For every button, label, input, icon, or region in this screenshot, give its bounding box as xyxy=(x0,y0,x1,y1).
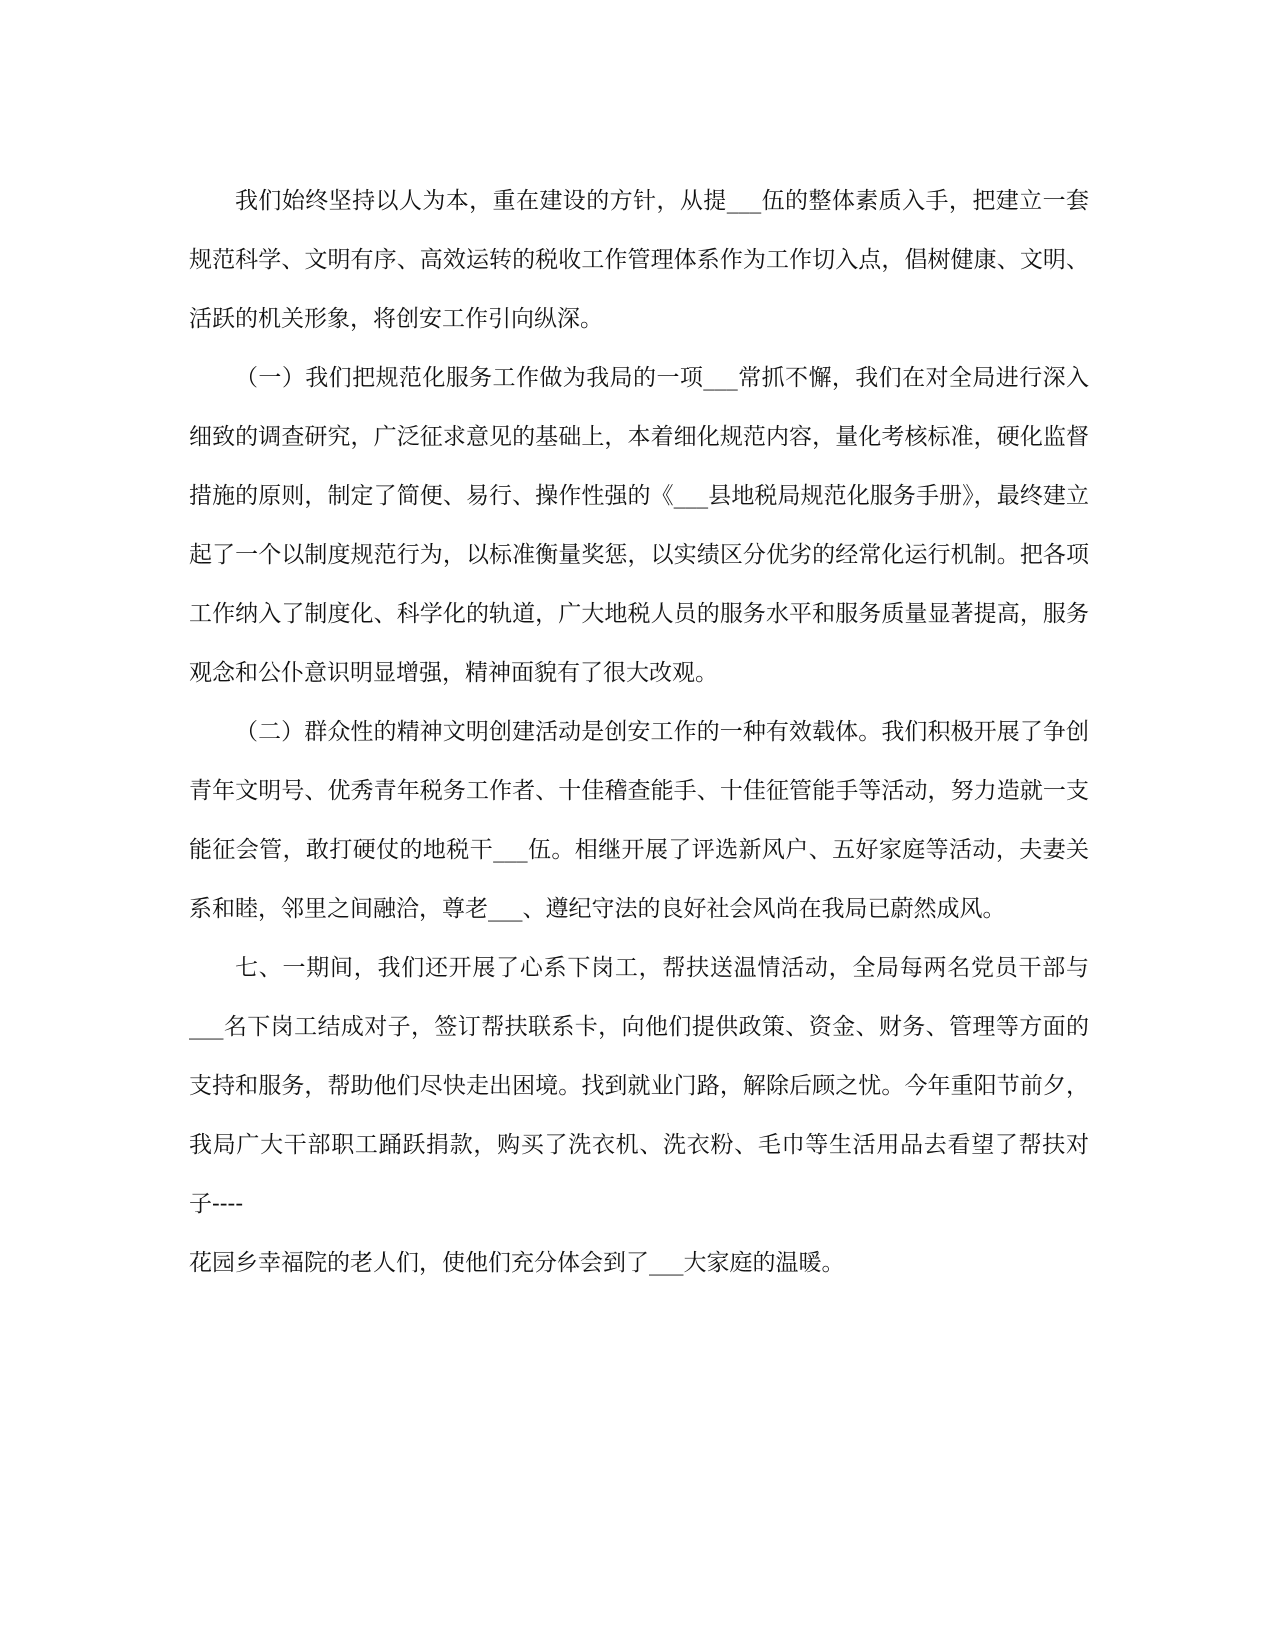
paragraph-july-first: 七、一期间，我们还开展了心系下岗工，帮扶送温情活动，全局每两名党员干部与___名下岗工结成对子，签订帮扶联系卡，向他们提供政策、资金、财务、管理等方面的支持和服务，帮助他们尽快走出困境。找到就业门路，解除后顾之忧。今年重阳节前夕，我局广大干部职工踊跃捐款，购买了洗衣机、洗衣粉、毛巾等生活用品去看望了帮扶对子---- xyxy=(189,955,1089,1217)
paragraph-section-one: （一）我们把规范化服务工作做为我局的一项___常抓不懈，我们在对全局进行深入细致的调查研究，广泛征求意见的基础上，本着细化规范内容，量化考核标准，硬化监督措施的原则，制定了简便、易行、操作性强的《___县地税局规范化服务手册》，最终建立起了一个以制度规范行为，以标准衡量奖惩，以实绩区分优劣的经常化运行机制。把各项工作纳入了制度化、科学化的轨道，广大地税人员的服务水平和服务质量显著提高，服务观念和公仆意识明显增强，精神面貌有了很大改观。 xyxy=(189,365,1089,686)
paragraph-intro: 我们始终坚持以人为本，重在建设的方针，从提___伍的整体素质入手，把建立一套规范科学、文明有序、高效运转的税收工作管理体系作为工作切入点，倡树健康、文明、活跃的机关形象，将创安工作引向纵深。 xyxy=(189,188,1089,332)
paragraph-continuation: 花园乡幸福院的老人们，使他们充分体会到了___大家庭的温暖。 xyxy=(189,1250,845,1276)
document-body xyxy=(189,172,1089,1293)
paragraph-section-two: （二）群众性的精神文明创建活动是创安工作的一种有效载体。我们积极开展了争创青年文明号、优秀青年税务工作者、十佳稽查能手、十佳征管能手等活动，努力造就一支能征会管，敢打硬仗的地税干___伍。相继开展了评选新风户、五好家庭等活动，夫妻关系和睦，邻里之间融洽，尊老___、遵纪守法的良好社会风尚在我局已蔚然成风。 xyxy=(189,719,1089,922)
